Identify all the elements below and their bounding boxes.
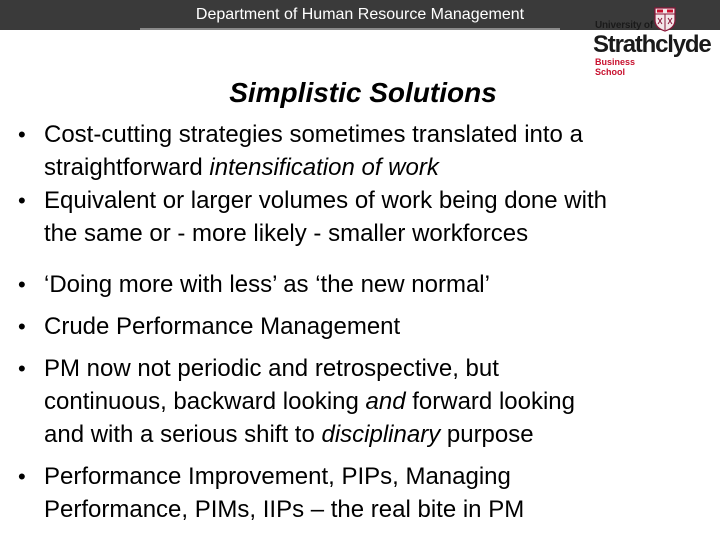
slide-title-text: Simplistic Solutions: [229, 77, 497, 108]
bullet-line: [44, 418, 694, 451]
bullet-emphasis: disciplinary: [321, 421, 441, 448]
bullet-text: and with a serious shift to: [44, 421, 322, 448]
slide-title: [0, 75, 720, 111]
bullet-text: continuous, backward looking: [44, 388, 366, 415]
department-title-text: Department of Human Resource Management: [195, 6, 525, 23]
logo-university-of: University of: [595, 20, 653, 31]
crest-icon: [653, 6, 677, 32]
bullet-text: Crude Performance Management: [44, 313, 401, 340]
bullet-text: Cost-cutting strategies sometimes translated into a: [44, 121, 583, 148]
bullet-text: ‘Doing more with less’ as ‘the new normal’: [44, 271, 490, 298]
header-divider: [140, 28, 560, 30]
bullet-item: [44, 184, 694, 250]
bullet-text: forward looking: [405, 388, 575, 415]
bullet-line: [44, 493, 694, 526]
bullet-item: [44, 268, 694, 301]
bullet-emphasis: intensification of work: [209, 154, 439, 181]
bullet-text: straightforward: [44, 154, 210, 181]
logo-school: School: [595, 67, 626, 77]
bullet-text: PM now not periodic and retrospective, but: [44, 355, 499, 382]
bullet-line: [44, 385, 694, 418]
bullet-item: [44, 460, 694, 526]
bullet-line: [44, 184, 694, 217]
logo-strathclyde: Strathclyde: [593, 31, 711, 58]
bullet-line: [44, 310, 694, 343]
bullet-line: [44, 151, 694, 184]
bullet-line: [44, 217, 694, 250]
bullet-text: purpose: [440, 421, 534, 448]
university-logo: [585, 4, 715, 86]
bullet-line: [44, 460, 694, 493]
bullet-text: the same or - more likely - smaller workforces: [44, 220, 529, 247]
bullet-text: Performance Improvement, PIPs, Managing: [44, 463, 511, 490]
bullet-text: Performance, PIMs, IIPs – the real bite in PM: [44, 496, 525, 523]
logo-business-school: [595, 57, 635, 77]
bullet-item: [44, 352, 694, 451]
bullet-item: [44, 118, 694, 184]
bullet-text: Equivalent or larger volumes of work being done with: [44, 187, 607, 214]
logo-business: Business: [595, 57, 636, 67]
bullet-line: [44, 268, 694, 301]
bullet-line: [44, 118, 694, 151]
bullet-emphasis: and: [365, 388, 406, 415]
bullet-item: [44, 310, 694, 343]
bullet-line: [44, 352, 694, 385]
